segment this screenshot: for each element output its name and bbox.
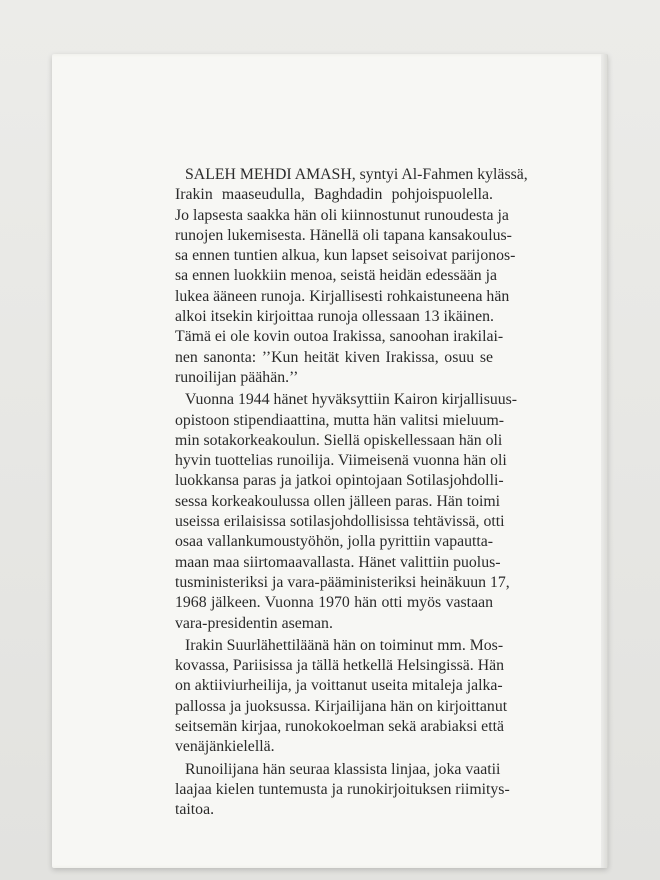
book-back-cover bbox=[52, 54, 608, 868]
text-line: runojen lukemisesta. Hänellä oli tapana kansakoulus- bbox=[175, 226, 512, 244]
text-line: sessa korkeakoulussa ollen jälleen paras. Hän toimi bbox=[175, 492, 501, 510]
text-line: seitsemän kirjaa, runokokoelman sekä arabiaksi että bbox=[175, 718, 504, 736]
text-line: Vuonna 1944 hänet hyväksyttiin Kairon kirjallisuus- bbox=[185, 391, 518, 409]
text-line: opistoon stipendiaattina, mutta hän valitsi mieluum- bbox=[175, 411, 505, 429]
text-line: maan maa siirtomaavallasta. Hänet valittiin puolus- bbox=[175, 553, 501, 571]
text-line: useissa erilaisissa sotilasjohdollisissa tehtävissä, otti bbox=[175, 513, 505, 531]
text-line: pallossa ja juoksussa. Kirjailijana hän on kirjoittanut bbox=[175, 697, 508, 715]
text-line: hyvin tuottelias runoilija. Viimeisenä vuonna hän oli bbox=[175, 452, 507, 470]
text-line: Tämä ei ole kovin outoa Irakissa, sanoohan irakilai- bbox=[175, 328, 504, 346]
biography-paragraph bbox=[175, 390, 518, 634]
author-biography bbox=[175, 165, 528, 823]
biography-paragraph bbox=[175, 760, 510, 821]
text-line: Irakin Suurlähettiläänä hän on toiminut mm. Mos- bbox=[185, 636, 504, 654]
text-line: kovassa, Pariisissa ja tällä hetkellä Helsingissä. Hän bbox=[175, 657, 505, 675]
text-line: SALEH MEHDI AMASH, syntyi Al-Fahmen kylässä, bbox=[185, 166, 528, 183]
text-line: runoilijan päähän.’’ bbox=[175, 368, 299, 386]
text-line: osaa vallankumoustyöhön, jolla pyrittiin vapautta- bbox=[175, 533, 494, 551]
text-line: min sotakorkeakoulun. Siellä opiskellessaan hän oli bbox=[175, 431, 503, 449]
biography-paragraph bbox=[175, 165, 528, 388]
text-line: Jo lapsesta saakka hän oli kiinnostunut runoudesta ja bbox=[175, 206, 509, 224]
cover-edge bbox=[601, 54, 607, 868]
text-line: venäjänkielellä. bbox=[175, 738, 275, 756]
text-line: luokkansa paras ja jatkoi opintojaan Sotilasjohdolli- bbox=[175, 472, 504, 490]
text-line: taitoa. bbox=[175, 801, 215, 819]
text-line: lukea ääneen runoja. Kirjallisesti rohkaistuneena hän bbox=[175, 287, 510, 305]
text-line: tusministeriksi ja vara-pääministeriksi heinäkuun 17, bbox=[175, 573, 510, 591]
text-line: sa ennen tuntien alkua, kun lapset seisoivat parijonos- bbox=[175, 247, 516, 265]
text-line: alkoi itsekin kirjoittaa runoja ollessaan 13 ikäinen. bbox=[175, 308, 494, 326]
text-line: nen sanonta: ’’Kun heität kiven Irakissa, osuu se bbox=[175, 348, 493, 366]
text-line: vara-presidentin aseman. bbox=[175, 614, 333, 632]
text-line: 1968 jälkeen. Vuonna 1970 hän otti myös vastaan bbox=[175, 594, 493, 612]
text-line: Runoilijana hän seuraa klassista linjaa, joka vaatii bbox=[185, 760, 501, 778]
biography-paragraph bbox=[175, 636, 508, 758]
text-line: laajaa kielen tuntemusta ja runokirjoituksen riimitys- bbox=[175, 780, 510, 798]
text-line: sa ennen luokkiin menoa, seistä heidän edessään ja bbox=[175, 267, 497, 285]
text-line: Irakin maaseudulla, Baghdadin pohjoispuolella. bbox=[175, 186, 493, 204]
text-line: on aktiiviurheilija, ja voittanut useita mitaleja jalka- bbox=[175, 677, 503, 695]
